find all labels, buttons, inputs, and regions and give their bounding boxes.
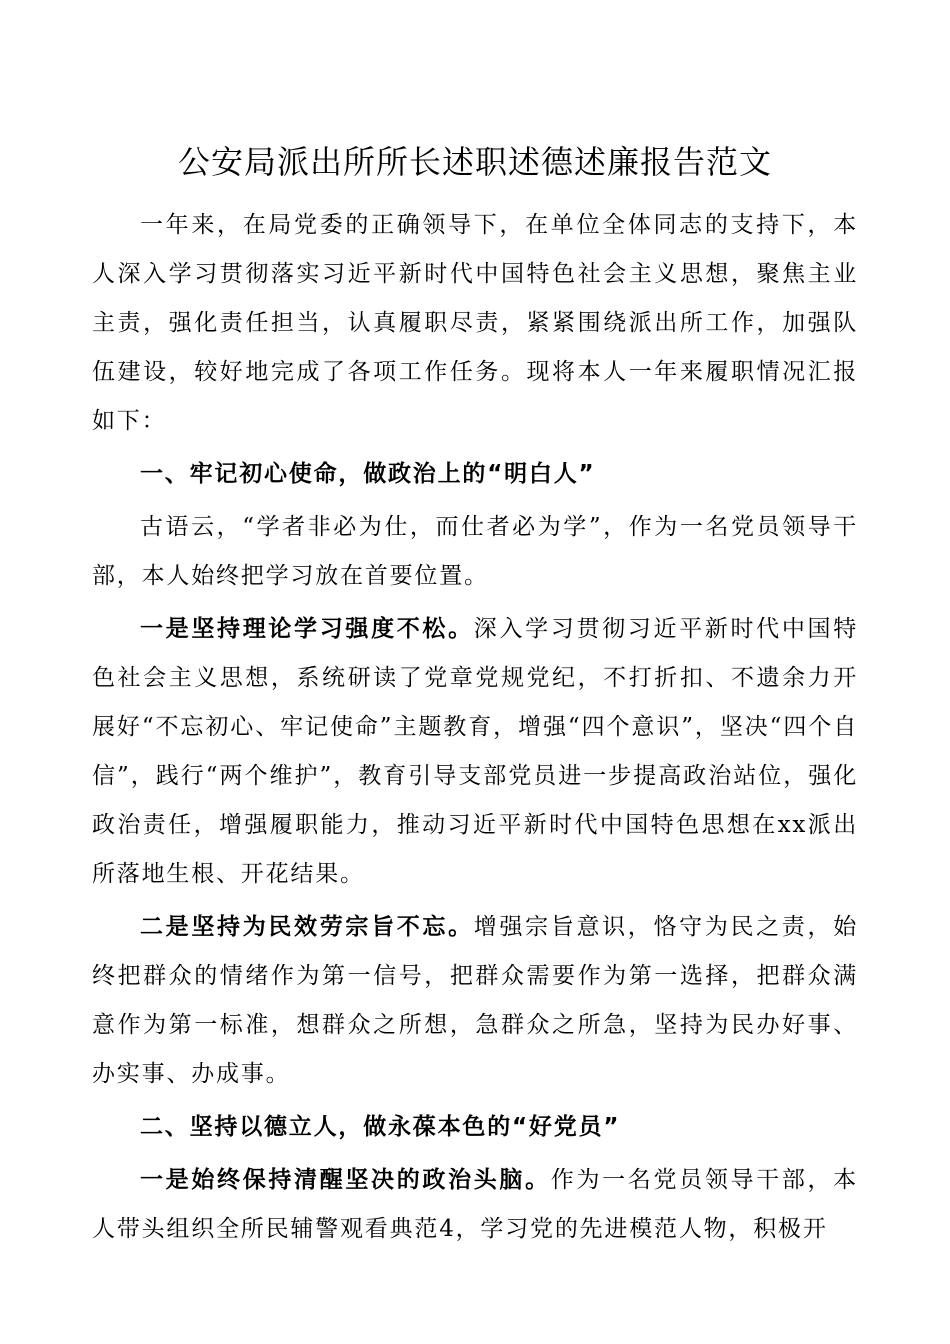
intro-paragraph: 一年来，在局党委的正确领导下，在单位全体同志的支持下，本人深入学习贯彻落实习近平新时代中国特色社会主义思想，聚焦主业主责，强化责任担当，认真履职尽责，紧紧围绕派出所工作，加强队伍建设，较好地完成了各项工作任务。现将本人一年来履职情况汇报如下： — [92, 212, 858, 434]
section-1-item-1 — [92, 605, 858, 899]
section-2-item-1 — [92, 1156, 858, 1254]
section-1-item-2-lead: 二是坚持为民效劳宗旨不忘。 — [140, 914, 474, 940]
section-1-item-2-text: 增强宗旨意识，恪守为民之责，始终把群众的情绪作为第一信号，把群众需要作为第一选择，把群众满意作为第一标准，想群众之所想，急群众之所急，坚持为民办好事、办实事、办成事。 — [92, 914, 858, 1087]
section-1-heading: 一、牢记初心使命，做政治上的“明白人” — [140, 461, 596, 487]
section-2-item-1-text: 作为一名党员领导干部，本人带头组织全所民辅警观看典范4，学习党的先进模范人物，积极开 — [92, 1167, 858, 1242]
section-2-heading: 二、坚持以德立人，做永葆本色的“好党员” — [140, 1114, 621, 1140]
section-1-paragraph: 古语云，“学者非必为仕，而仕者必为学”，作为一名党员领导干部，本人始终把学习放在首要位置。 — [92, 514, 858, 589]
document-title: 公安局派出所所长述职述德述廉报告范文 — [177, 143, 772, 181]
section-2-item-1-lead: 一是始终保持清醒坚决的政治头脑。 — [140, 1167, 551, 1193]
section-1-item-2 — [92, 903, 858, 1099]
section-1-item-1-text: 深入学习贯彻习近平新时代中国特色社会主义思想，系统研读了党章党规党纪，不打折扣、不遗余力开展好“不忘初心、牢记使命”主题教育，增强“四个意识”，坚决“四个自信”，践行“两个维护”，教育引导支部党员进一步提高政治站位，强化政治责任，增强履职能力，推动习近平新时代中国特色思想在xx派出所落地生根、开花结果。 — [92, 616, 858, 887]
document-body — [92, 201, 858, 1254]
section-1-item-1-lead: 一是坚持理论学习强度不松。 — [140, 616, 474, 642]
